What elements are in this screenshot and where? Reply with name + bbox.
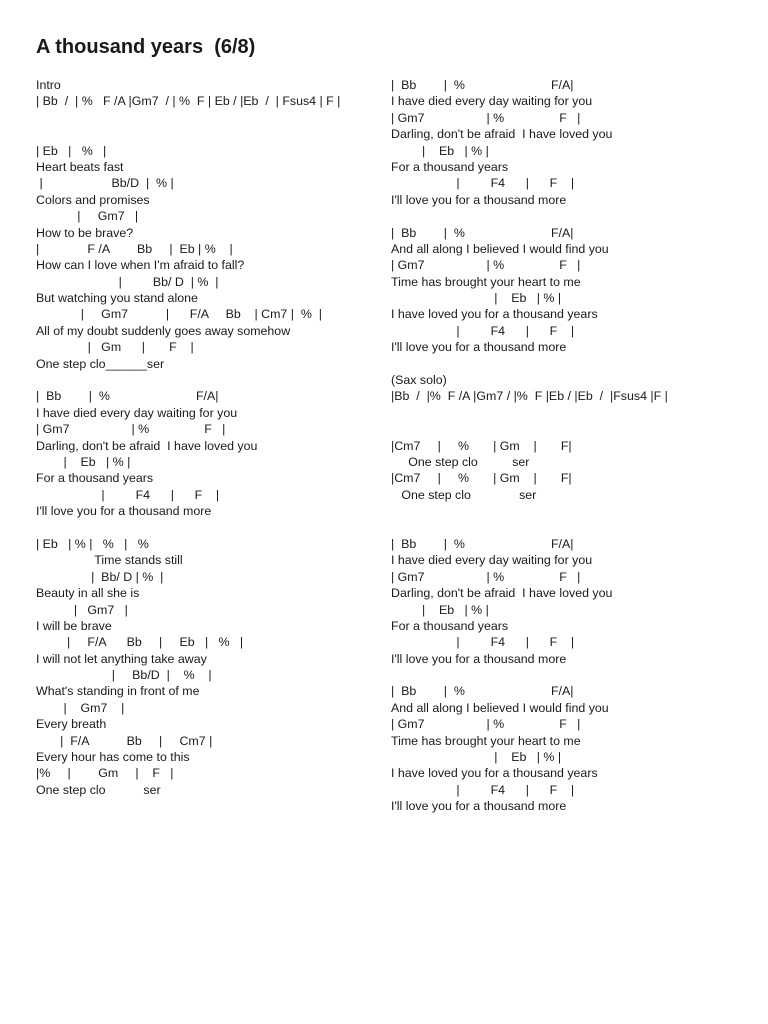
lyric-line: Darling, don't be afraid I have loved you <box>391 127 613 142</box>
chord-line: |Cm7 | % | Gm | F| <box>391 438 572 453</box>
chord-line: | Gm7 | % F | <box>391 258 581 273</box>
chord-line: Time stands still <box>36 553 183 568</box>
chord-line: | Bb/D | % | <box>36 176 174 191</box>
chord-line: | F4 | F | <box>391 635 575 650</box>
chord-line: | Eb | % | <box>36 454 131 469</box>
lyric-line: But watching you stand alone <box>36 291 198 306</box>
chord-line: |Bb / |% F /A |Gm7 / |% F |Eb / |Eb / |Fsus4 |F | <box>391 389 668 404</box>
lyric-line: For a thousand years <box>391 159 509 174</box>
chord-line: | F4 | F | <box>391 782 575 797</box>
lyric-line: For a thousand years <box>36 471 154 486</box>
spacer-line <box>36 520 386 536</box>
chord-line: | Gm7 | <box>36 700 125 715</box>
spacer-line <box>36 110 386 126</box>
chord-line: | F/A Bb | Cm7 | <box>36 733 213 748</box>
left-column <box>36 77 386 798</box>
lyric-line: What's standing in front of me <box>36 684 200 699</box>
chord-line: | Eb | % | <box>391 143 489 158</box>
chord-line: | Bb / | % F /A |Gm7 / | % F | Eb / |Eb / | Fsus4 | F | <box>36 94 341 109</box>
spacer-line <box>391 421 741 437</box>
lyric-line: I'll love you for a thousand more <box>391 651 567 666</box>
lyric-line: (Sax solo) <box>391 373 447 388</box>
lyric-line: Every breath <box>36 717 107 732</box>
lyric-line: I'll love you for a thousand more <box>391 799 567 814</box>
chord-line: | Gm7 | % F | <box>391 717 581 732</box>
lyric-line: Beauty in all she is <box>36 586 140 601</box>
chord-line: | Bb/ D | % | <box>36 569 164 584</box>
chord-line: | F/A Bb | Eb | % | <box>36 635 244 650</box>
lyric-line: One step clo ser <box>36 782 161 797</box>
chord-line: | Bb/ D | % | <box>36 274 219 289</box>
chord-line: | Gm7 | <box>36 602 128 617</box>
chord-line: | Bb | % F/A| <box>391 78 574 92</box>
chord-line: | Bb | % F/A| <box>391 684 574 699</box>
lyric-line: Colors and promises <box>36 192 150 207</box>
lyric-line: All of my doubt suddenly goes away somehow <box>36 323 291 338</box>
spacer-line <box>391 503 741 519</box>
lyric-line: I have loved you for a thousand years <box>391 766 598 781</box>
spacer-line <box>391 520 741 536</box>
lyric-line: Intro <box>36 78 61 92</box>
spacer-line <box>391 667 741 683</box>
lyric-line: Darling, don't be afraid I have loved you <box>391 586 613 601</box>
spacer-line <box>391 208 741 224</box>
spacer-line <box>36 372 386 388</box>
chord-line: | Eb | % | <box>391 602 489 617</box>
chord-line: | Gm7 | % F | <box>36 422 226 437</box>
spacer-line <box>391 356 741 372</box>
lyric-line: Time has brought your heart to me <box>391 274 581 289</box>
lyric-line: I have died every day waiting for you <box>36 405 238 420</box>
chord-line: |% | Gm | F | <box>36 766 174 781</box>
lyric-line: How can I love when I'm afraid to fall? <box>36 258 245 273</box>
lyric-line: I'll love you for a thousand more <box>391 192 567 207</box>
spacer-line <box>36 126 386 142</box>
chord-line: | Gm | F | <box>36 340 194 355</box>
right-column <box>391 77 741 815</box>
chord-line: | Gm7 | % F | <box>391 110 581 125</box>
chord-line: | Bb | % F/A| <box>36 389 219 404</box>
lyric-line: And all along I believed I would find you <box>391 241 609 256</box>
lyric-line: Darling, don't be afraid I have loved you <box>36 438 258 453</box>
chord-line: One step clo ser <box>391 487 537 502</box>
spacer-line <box>391 405 741 421</box>
lyric-line: I have loved you for a thousand years <box>391 307 598 322</box>
chord-line: | Eb | % | <box>391 291 562 306</box>
lyric-line: I will be brave <box>36 618 112 633</box>
chord-line: | Gm7 | % F | <box>391 569 581 584</box>
chord-line: | Bb/D | % | <box>36 668 212 683</box>
lyric-line: How to be brave? <box>36 225 134 240</box>
chord-line: | F /A Bb | Eb | % | <box>36 241 233 256</box>
chord-line: | Bb | % F/A| <box>391 536 574 551</box>
chord-line: | F4 | F | <box>391 176 575 191</box>
chord-line: One step clo ser <box>391 454 530 469</box>
chord-line: | Eb | % | <box>391 750 562 765</box>
chord-line: |Cm7 | % | Gm | F| <box>391 471 572 486</box>
chord-line: | F4 | F | <box>36 487 220 502</box>
chord-line: | Gm7 | F/A Bb | Cm7 | % | <box>36 307 322 322</box>
lyric-line: I will not let anything take away <box>36 651 207 666</box>
song-title: A thousand years (6/8) <box>36 36 256 58</box>
lyric-line: I'll love you for a thousand more <box>391 340 567 355</box>
lyric-line: I have died every day waiting for you <box>391 553 593 568</box>
lyric-line: Heart beats fast <box>36 159 124 174</box>
lyric-line: Every hour has come to this <box>36 750 190 765</box>
lyric-line: I'll love you for a thousand more <box>36 504 212 519</box>
chord-line: | Gm7 | <box>36 209 139 224</box>
lyric-line: One step clo______ser <box>36 356 165 371</box>
chord-line: | Eb | % | <box>36 143 107 158</box>
lyric-line: I have died every day waiting for you <box>391 94 593 109</box>
chord-line: | F4 | F | <box>391 323 575 338</box>
chord-line: | Bb | % F/A| <box>391 225 574 240</box>
chord-line: | Eb | % | % | % <box>36 536 149 551</box>
lyric-line: Time has brought your heart to me <box>391 733 581 748</box>
lyric-line: And all along I believed I would find you <box>391 700 609 715</box>
lyric-line: For a thousand years <box>391 618 509 633</box>
